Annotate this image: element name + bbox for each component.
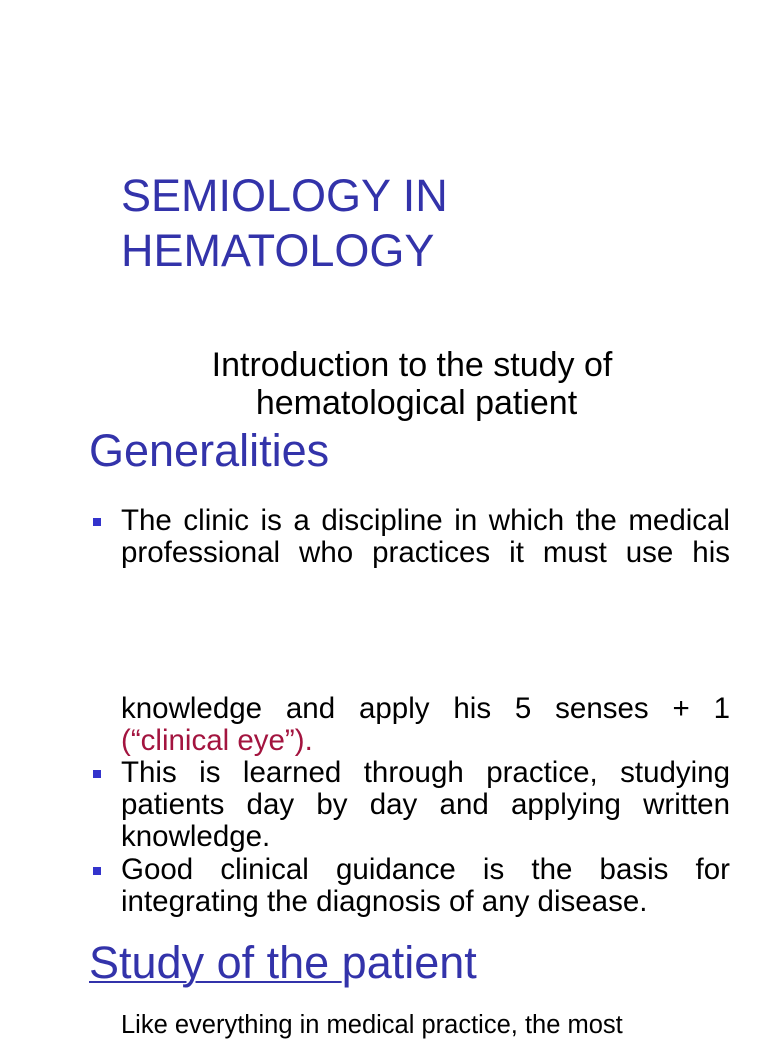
- heading-rest: patient: [341, 937, 477, 988]
- subtitle-line: Introduction to the study of: [211, 346, 613, 384]
- title-line: HEMATOLOGY: [121, 225, 435, 276]
- bullet-text-line: The clinic is a discipline in which the medical: [121, 504, 730, 537]
- bullet-text-line: knowledge.: [121, 820, 271, 853]
- bullet-text-line: integrating the diagnosis of any disease.: [121, 885, 648, 918]
- bullet-text-line: patients day by day and applying written: [121, 788, 730, 821]
- square-bullet-icon: [93, 770, 101, 778]
- heading-underlined-part: Study of the: [89, 937, 342, 988]
- bullet-text-line: knowledge and apply his 5 senses + 1: [121, 692, 730, 725]
- square-bullet-icon: [93, 867, 101, 875]
- section-heading-generalities: Generalities: [89, 425, 330, 476]
- partial-text-clip: [121, 1010, 730, 1039]
- clinical-eye-highlight: (“clinical eye”).: [121, 724, 313, 757]
- bullet-text-line: professional who practices it must use his: [121, 536, 730, 569]
- section-heading-study: [89, 935, 477, 990]
- subtitle-line: hematological patient: [255, 384, 578, 422]
- bullet-text-line: Good clinical guidance is the basis for: [121, 853, 730, 886]
- bullet-text-line: This is learned through practice, studying: [121, 756, 730, 789]
- title-line: SEMIOLOGY IN: [121, 170, 448, 221]
- partial-text-line: Like everything in medical practice, the most: [121, 1011, 623, 1039]
- square-bullet-icon: [93, 518, 101, 526]
